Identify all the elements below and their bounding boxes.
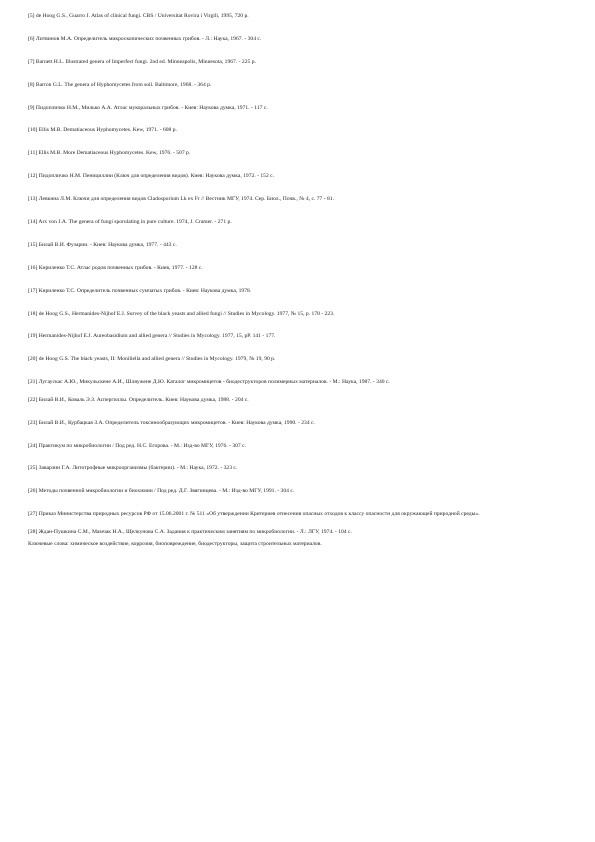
reference-item: [6] Литвинов М.А. Определитель микроскопических почвенных грибов. - Л.: Наука, 1967. - 304 с. bbox=[28, 35, 262, 42]
reference-item: [15] Билай В.И. Фузарии. - Киев: Наукова думка, 1977. - 443 с. bbox=[28, 241, 177, 248]
reference-item: [25] Заварзин Г.А. Литотрофные микроорганизмы (бактерии). - М.: Наука, 1972. - 323 с. bbox=[28, 465, 238, 472]
reference-item: [16] Кириленко Т.С. Атлас родов почвенных грибов. - Киев, 1977. - 128 с. bbox=[28, 264, 203, 271]
reference-item: [5] de Hoog G.S., Guarro J. Atlas of clinical fungi. CBS / Universitat Rovira i Virgili, 1995, 720 p. bbox=[28, 13, 249, 19]
reference-item: [14] Arx von J.A. The genera of fungi sporulating in pure culture. 1974, J. Cramer. - 271 p. bbox=[28, 219, 232, 226]
reference-item: [17] Кириленко Т.С. Определитель почвенных сумчатых грибов. - Киев: Наукова думка, 1978. bbox=[28, 287, 252, 294]
reference-item: [19] Hermanides-Nijhof E.J. Aureobasidium and allied genera // Studies in Mycology. 1977, 15, pP. 141 - 177. bbox=[28, 333, 276, 340]
reference-item: [10] Ellis M.B. Dematiaceous Hyphomycetes. Kew, 1971. - 608 p. bbox=[28, 127, 177, 134]
reference-item: [23] Билай В.И., Курбацкая З.А. Определитель токсинообразующих микромицетов. - Киев: Наукова думка, 1990. - 234 с. bbox=[28, 419, 315, 426]
reference-item: [20] de Hoog G.S. The black yeasts, II: Moniliella and allied genera // Studies in Mycology. 1979, № 19, 90 p. bbox=[28, 356, 276, 363]
reference-item: [8] Barron G.L. The genera of Hyphomycetes from soil. Baltimore, 1968. - 364 p. bbox=[28, 81, 212, 88]
reference-item: [7] Barnett H.L. Illustrated genera of Imperfect fungi. 2nd ed. Minneapolis, Minnesota, 1967. - 225 p. bbox=[28, 58, 256, 65]
keywords-line: Ключевые слова: химическое воздействие, коррозия, биоповреждение, биодеструкторы, защита строительных материалов. bbox=[28, 541, 322, 547]
reference-list bbox=[28, 11, 568, 550]
reference-item: [13] Левкина Л.М. Ключи для определения видов Cladosporium Lk ex Fr // Вестник МГУ, 1974. Сер. Биол., Почв., № 4, с. 77 - 81. bbox=[28, 196, 334, 203]
reference-item: [21] Лугаускас А.Ю., Микульскене А.И., Шляужене Д.Ю. Каталог микромицетов - биодеструкторов полимерных материалов. - М.: Наука, 1987. - 340 с. bbox=[28, 379, 390, 386]
reference-item: [9] Пидопличко Н.М., Милько А.А. Атлас мукоральных грибов. - Киев: Наукова думка, 1971. - 117 с. bbox=[28, 104, 268, 111]
reference-item: [27] Приказ Министерства природных ресурсов РФ от 15.06.2001 г. № 511 «Об утверждении Критериев отнесения опасных отходов к классу опасности для окружающей природной среды». bbox=[28, 511, 480, 518]
reference-item: [22] Билай В.И., Коваль Э.З. Аспергиллы. Определитель. Киев: Наукова думка, 1988. - 204 с. bbox=[28, 396, 249, 403]
reference-item: [24] Практикум по микробиологии / Под ред. Н.С. Егорова. - М.: Изд-во МГУ, 1976. - 307 с. bbox=[28, 442, 246, 449]
reference-item: [28] Ждан-Пушкина С.М., Мамчак Н.А., Щелкунова С.А. Задания к практическим занятиям по микробиологии. - Л.: ЛГУ, 1974. - 104 с. bbox=[28, 528, 352, 535]
reference-item: [12] Пидопличко Н.М. Пенициллии (Ключ для определения видов). Киев: Наукова думка, 1972. - 152 с. bbox=[28, 173, 275, 180]
reference-item: [18] de Hoog G.S., Hermanides-Nijhof E.J. Survey of the black yeasts and allied fungi // Studies in Mycology. 1977, № 15, p. 178 - 223. bbox=[28, 310, 335, 317]
reference-item: [11] Ellis M.B. More Dematiaceous Hyphomycetes. Kew, 1976. - 507 p. bbox=[28, 150, 191, 157]
reference-item: [26] Методы почвенной микробиологии и биохимии / Под ред. Д.Г. Звягинцева. - М.: Изд-во МГУ, 1991. - 304 с. bbox=[28, 488, 295, 495]
